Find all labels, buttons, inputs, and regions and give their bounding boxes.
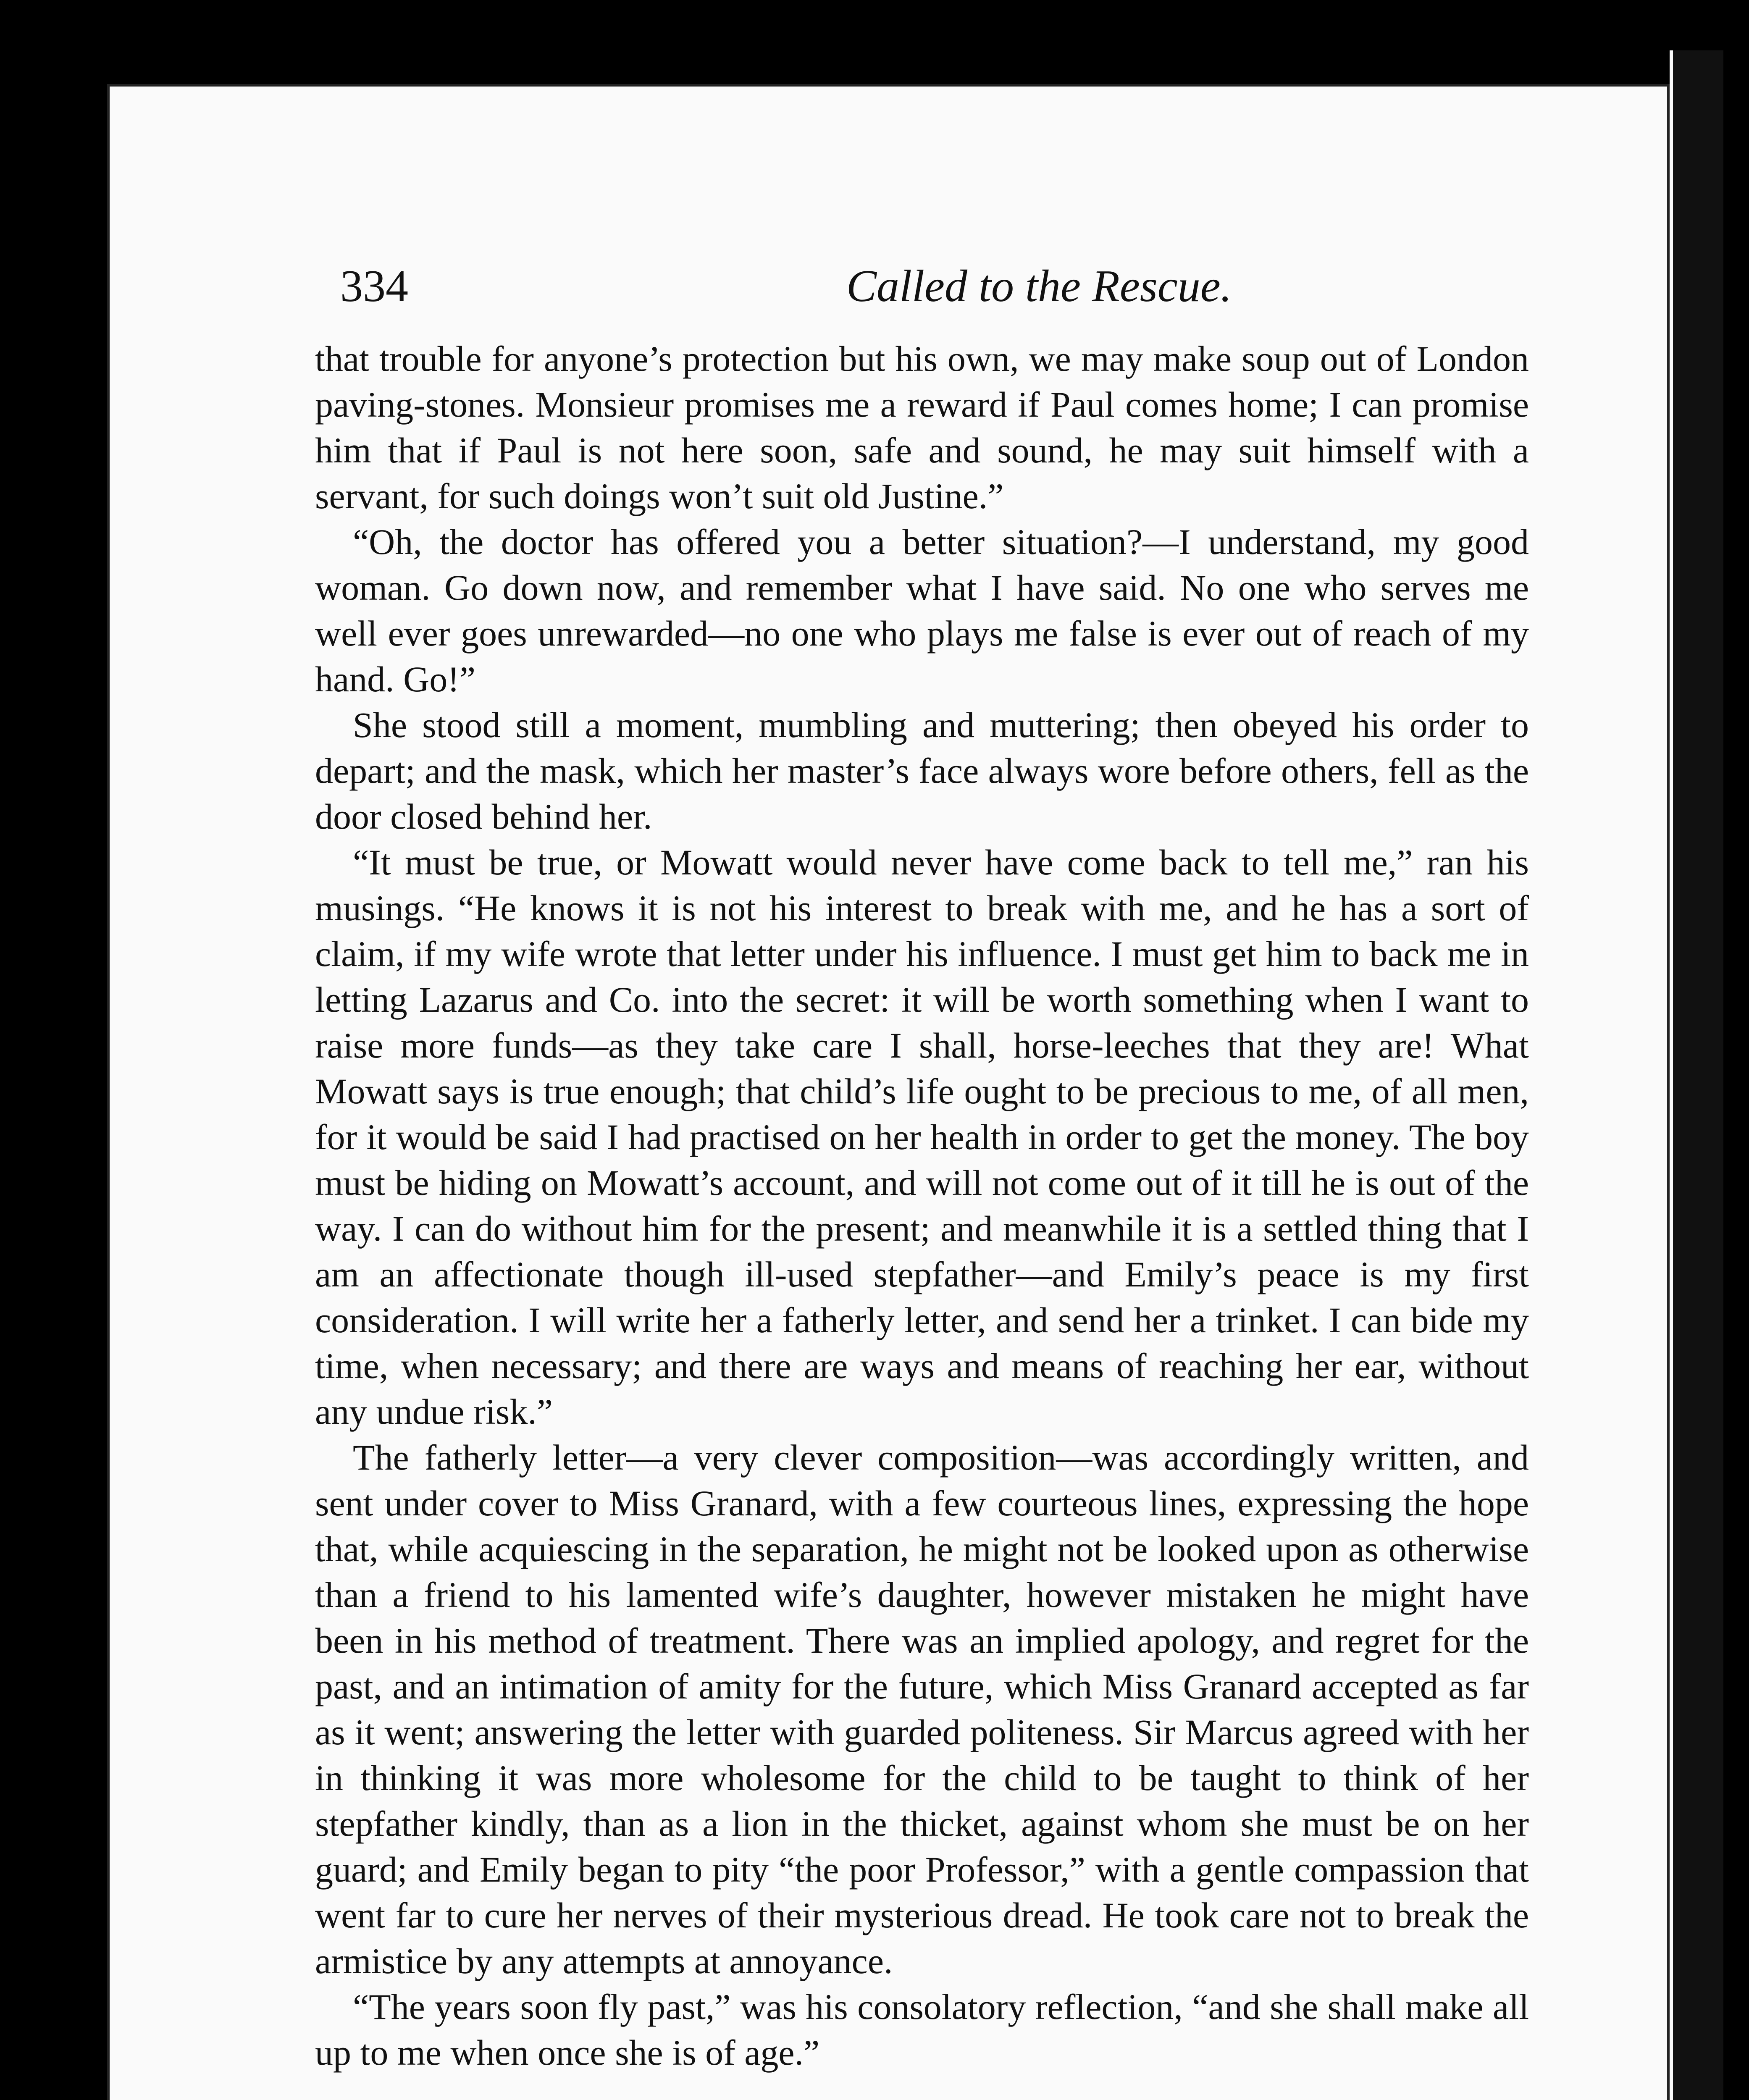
running-title: Called to the Rescue. [846, 261, 1232, 311]
next-page-edge [1670, 50, 1723, 2100]
page-header [233, 260, 1548, 323]
body-text [315, 336, 1529, 2100]
paragraph: “It must be true, or Mowatt would never have come back to tell me,” ran his musings. “He knows it is not his interest to break with me, and he has a sort of claim, if my wife wrote that letter under his influence. I must get him to back me in letting Lazarus and Co. into the secret: it will be worth something when I want to raise more funds—as they take care I shall, horse-leeches that they are! What Mowatt says is true enough; that child’s life ought to be precious to me, of all men, for it would be said I had practised on her health in order to get the money. The boy must be hiding on Mowatt’s account, and will not come out of it till he is out of the way. I can do without him for the present; and meanwhile it is a settled thing that I am an affectionate though ill-used stepfather—and Emily’s peace is my first consideration. I will write her a fatherly letter, and send her a trinket. I can bide my time, when necessary; and there are ways and means of reaching her ear, without any undue risk.” [315, 842, 1529, 1432]
paragraph: “Oh, the doctor has offered you a better situation?—I understand, my good woman. Go down now, and remember what I have said. No one who serves me well ever goes unrewarded—no one who plays me false is ever out of reach of my hand. Go!” [315, 522, 1529, 699]
paragraph: “The years soon fly past,” was his consolatory reflection, “and she shall make all up to me when once she is of age.” [315, 1987, 1529, 2073]
page-number: 334 [340, 261, 408, 311]
paragraph: The fatherly letter—a very clever composition—was accordingly written, and sent under cover to Miss Granard, with a few courteous lines, expressing the hope that, while acquiescing in the separation, he might not be looked upon as otherwise than a friend to his lamented wife’s daughter, however mistaken he might have been in his method of treatment. There was an implied apology, and regret for the past, and an intimation of amity for the future, which Miss Granard accepted as far as it went; answering the letter with guarded politeness. Sir Marcus agreed with her in thinking it was more wholesome for the child to be taught to think of her stepfather kindly, than as a lion in the thicket, against whom she must be on her guard; and Emily began to pity “the poor Professor,” with a gentle compassion that went far to cure her nerves of their mysterious dread. He took care not to break the armistice by any attempts at annoyance. [315, 1437, 1529, 1981]
paragraph: that trouble for anyone’s protection but his own, we may make soup out of London paving-stones. Monsieur promises me a reward if Paul comes home; I can promise him that if Paul is not here soon, safe and sound, he may suit himself with a servant, for such doings won’t suit old Justine.” [315, 339, 1529, 516]
paragraph: She stood still a moment, mumbling and muttering; then obeyed his order to depart; and the mask, which her master’s face always wore before others, fell as the door closed behind her. [315, 705, 1529, 837]
